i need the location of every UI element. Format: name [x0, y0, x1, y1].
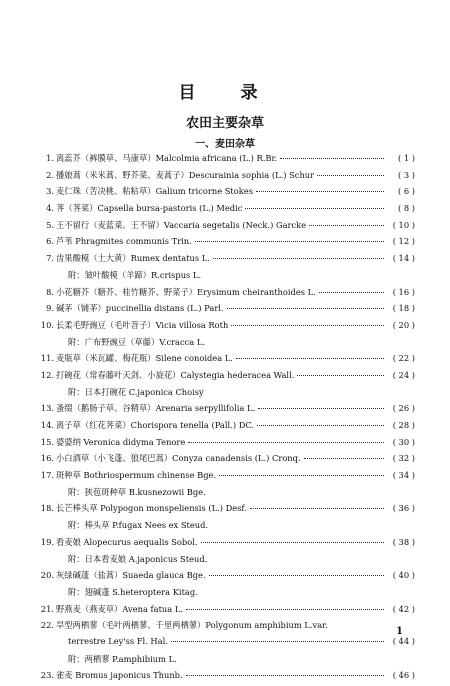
toc-entry-page: ( 3 )	[397, 169, 415, 180]
toc-entry	[40, 235, 415, 252]
toc-leader-dots	[195, 241, 384, 242]
toc-entry	[40, 169, 415, 186]
toc-leader-dots	[257, 425, 384, 426]
toc-leader-dots	[256, 191, 384, 192]
toc-entry-number: 8.	[46, 286, 54, 297]
toc-entry-title: 小花糖芥（糖芥、桂竹糖芥、野菜子）Erysimum cheiranthoides L.	[56, 286, 316, 297]
toc-entry-page: ( 28 )	[392, 420, 415, 430]
toc-leader-dots	[319, 292, 384, 293]
toc-entry-number: 6.	[46, 236, 54, 247]
toc-entry	[40, 352, 415, 369]
toc-entry	[40, 569, 415, 586]
toc-entry	[40, 619, 415, 636]
toc-leader-dots	[188, 442, 384, 443]
toc-entry	[40, 586, 415, 603]
toc-entry	[40, 469, 415, 486]
toc-leader-dots	[186, 675, 384, 676]
toc-entry-number: 14.	[40, 420, 54, 430]
page-title: 目 录	[178, 83, 272, 103]
toc-entry-title: 麦瓶草（米瓦罐、梅花瓶）Silene conoidea L.	[56, 353, 233, 364]
toc-entry-title: 附：日本看麦娘 A.japonicus Steud.	[68, 553, 208, 564]
toc-entry-title: 芦苇 Phragmites communis Trin.	[56, 236, 192, 247]
toc-leader-dots	[186, 609, 384, 610]
toc-entry-page: ( 34 )	[392, 470, 415, 481]
toc-entry	[40, 419, 415, 436]
toc-entry	[40, 452, 415, 469]
toc-entry	[40, 669, 415, 686]
toc-entry-title: 野燕麦（燕麦草）Avena fatua L.	[56, 603, 183, 614]
toc-entry-number: 19.	[40, 536, 54, 547]
toc-entry-number: 11.	[40, 353, 54, 364]
toc-entry-page: ( 18 )	[392, 303, 415, 314]
section-heading: 农田主要杂草	[185, 116, 264, 131]
toc-entry-title: 王不留行（麦蓝菜、王不留）Vaccaria segetalis (Neck.) Garcke	[56, 219, 307, 230]
subsection-heading: 一、麦田杂草	[195, 139, 255, 150]
toc-entry	[40, 502, 415, 519]
toc-entry	[40, 319, 415, 336]
toc-entry-page: ( 40 )	[392, 570, 415, 581]
toc-entry-number: 22.	[40, 620, 54, 631]
toc-entry-number: 21.	[40, 603, 54, 614]
toc-entry-title: 看麦娘 Alopecurus aequalis Sobol.	[56, 536, 198, 547]
toc-entry-number: 17.	[40, 470, 54, 481]
toc-entry-number: 12.	[40, 369, 54, 380]
toc-leader-dots	[219, 475, 384, 476]
toc-entry-page: ( 6 )	[397, 186, 415, 197]
toc-entry	[40, 636, 415, 653]
toc-entry-number: 9.	[46, 303, 54, 314]
toc-entry-page: ( 36 )	[392, 503, 415, 514]
toc-entry-title: 打碗花（常春藤叶天剑、小旋花）Calystegia hederacea Wall.	[56, 369, 295, 380]
toc-entry-title: 蚤缀（鹅肠子草、谷精草）Arenaria serpyllifolia L.	[56, 403, 256, 414]
toc-entry	[40, 436, 415, 453]
toc-entry-number: 7.	[46, 253, 54, 264]
toc-entry	[40, 553, 415, 570]
toc-entry-title: 附：狭苞斑种草 B.kusnezowii Bge.	[68, 486, 206, 497]
toc-entry-number: 5.	[46, 219, 54, 230]
toc-entry-title: 婆婆纳 Veronica didyma Tenore	[56, 436, 186, 447]
toc-entry-title: 齿果酸模（土大黄）Rumex dentatus L.	[56, 253, 210, 264]
toc-entry	[40, 519, 415, 536]
toc-entry-number: 4.	[46, 203, 54, 214]
toc-entry	[40, 653, 415, 670]
toc-leader-dots	[227, 308, 384, 309]
toc-entry	[40, 386, 415, 403]
toc-entry-number: 18.	[40, 503, 54, 514]
toc-entry-title: 播娘蒿（米米蒿、野芥菜、麦蒿子）Descurainia sophia (L.) Schur	[56, 169, 315, 180]
toc-entry	[40, 185, 415, 202]
toc-entry-number: 20.	[40, 570, 54, 581]
toc-entry-page: ( 38 )	[392, 536, 415, 547]
toc-entry-title: 碱茅（铺茅）puccinellia distans (L.) Parl.	[56, 303, 224, 314]
toc-entry-title: 附：两栖蓼 P.amphibium L.	[68, 653, 177, 664]
toc-entry-page: ( 44 )	[392, 635, 415, 646]
toc-leader-dots	[209, 575, 384, 576]
toc-entry-title: terrestre Ley'ss Fl. Hal.	[68, 635, 168, 646]
toc-entry-title: 麦仁珠（苦决桃、粘粘草）Galium tricorne Stokes	[56, 186, 253, 197]
toc-entry-page: ( 32 )	[392, 453, 415, 464]
toc-entry-number: 10.	[40, 319, 54, 330]
toc-leader-dots	[258, 408, 384, 409]
toc-entry-page: ( 24 )	[392, 369, 415, 380]
toc-entry-title: 附：日本打碗花 C.japonica Choisy	[68, 386, 204, 397]
toc-entry-page: ( 26 )	[392, 403, 415, 414]
toc-entry-title: 灰绿碱蓬（盐蒿）Suaeda glauca Bge.	[56, 570, 206, 581]
toc-entry-title: 附：翅碱蓬 S.heteroptera Kitag.	[68, 586, 198, 597]
toc-entry	[40, 302, 415, 319]
toc-entry-number: 2.	[46, 169, 54, 180]
toc-leader-dots	[236, 358, 384, 359]
toc-entry	[40, 286, 415, 303]
toc-entry-page: ( 20 )	[392, 319, 415, 330]
toc-entry	[40, 369, 415, 386]
toc-entry-page: ( 16 )	[392, 286, 415, 297]
toc-entry	[40, 486, 415, 503]
toc-leader-dots	[309, 225, 384, 226]
toc-entry-page: ( 46 )	[392, 670, 415, 681]
toc-entry-title: 雀麦 Bromus japonicus Thunb.	[56, 670, 183, 681]
toc-entry	[40, 202, 415, 219]
toc-entry-page: ( 42 )	[392, 603, 415, 614]
toc-entry-page: ( 10 )	[392, 219, 415, 230]
toc-entry-number: 15.	[40, 436, 54, 447]
toc-entry-title: 斑种草 Bothriospermum chinense Bge.	[56, 470, 217, 481]
toc-entry-title: 附：皱叶酸模（羊蹄）R.crispus L.	[68, 269, 202, 280]
toc-entry-number: 16.	[40, 453, 54, 464]
toc-entry-title: 旱型两栖蓼（毛叶两栖蓼、千里两栖蓼）Polygonum amphibium L.var.	[56, 620, 328, 631]
toc-leader-dots	[171, 641, 384, 642]
toc-leader-dots	[213, 258, 384, 259]
toc-leader-dots	[250, 508, 384, 509]
toc-entry-page: ( 14 )	[392, 253, 415, 264]
toc-entry	[40, 269, 415, 286]
toc-leader-dots	[231, 325, 384, 326]
toc-leader-dots	[297, 375, 384, 376]
toc-entry-page: ( 8 )	[397, 203, 415, 214]
toc-entry-title: 附：广布野豌豆（草藤）V.cracca L.	[68, 336, 206, 347]
toc-leader-dots	[280, 158, 384, 159]
toc-entry-page: ( 1 )	[397, 153, 415, 163]
toc-entry-page: ( 22 )	[392, 353, 415, 364]
toc-entry	[40, 219, 415, 236]
toc-entry	[40, 152, 415, 169]
toc-entry-number: 13.	[40, 403, 54, 414]
toc-entry-title: 长柔毛野豌豆（毛叶苕子）Vicia villosa Roth	[56, 319, 229, 330]
toc-entry-title: 长芒棒头草 Polypogon monspeliensis (L.) Desf.	[56, 503, 247, 514]
toc-entry-title: 离子草（红花荠菜）Chorispora tenella (Pall.) DC.	[56, 420, 255, 430]
toc-entry-number: 23.	[40, 670, 54, 681]
toc-entry-page: ( 30 )	[392, 436, 415, 447]
toc-entry	[40, 536, 415, 553]
toc-leader-dots	[245, 208, 384, 209]
toc-entry	[40, 336, 415, 353]
toc-entry-title: 小白酒草（小飞蓬、狼尾巴蒿）Conyza canadensis (L.) Cronq.	[56, 453, 301, 464]
toc-entry-number: 1.	[46, 153, 54, 163]
toc-entry-page: ( 12 )	[392, 236, 415, 247]
toc-entry-title: 离蕊芥（裤膜草、马康草）Malcolmia africana (L.) R.Br.	[56, 153, 278, 163]
toc-leader-dots	[201, 542, 384, 543]
toc-entry	[40, 252, 415, 269]
toc-entry-number: 3.	[46, 186, 54, 197]
toc-list	[40, 152, 415, 686]
toc-leader-dots	[304, 458, 384, 459]
toc-entry	[40, 603, 415, 620]
toc-entry-title: 荠（荠菜）Capsella bursa-pastoris (L.) Medic	[56, 203, 243, 214]
toc-leader-dots	[317, 175, 384, 176]
toc-entry	[40, 402, 415, 419]
toc-entry-title: 附：棒头草 P.fugax Nees ex Steud.	[68, 520, 209, 531]
page-number: 1	[396, 626, 403, 637]
